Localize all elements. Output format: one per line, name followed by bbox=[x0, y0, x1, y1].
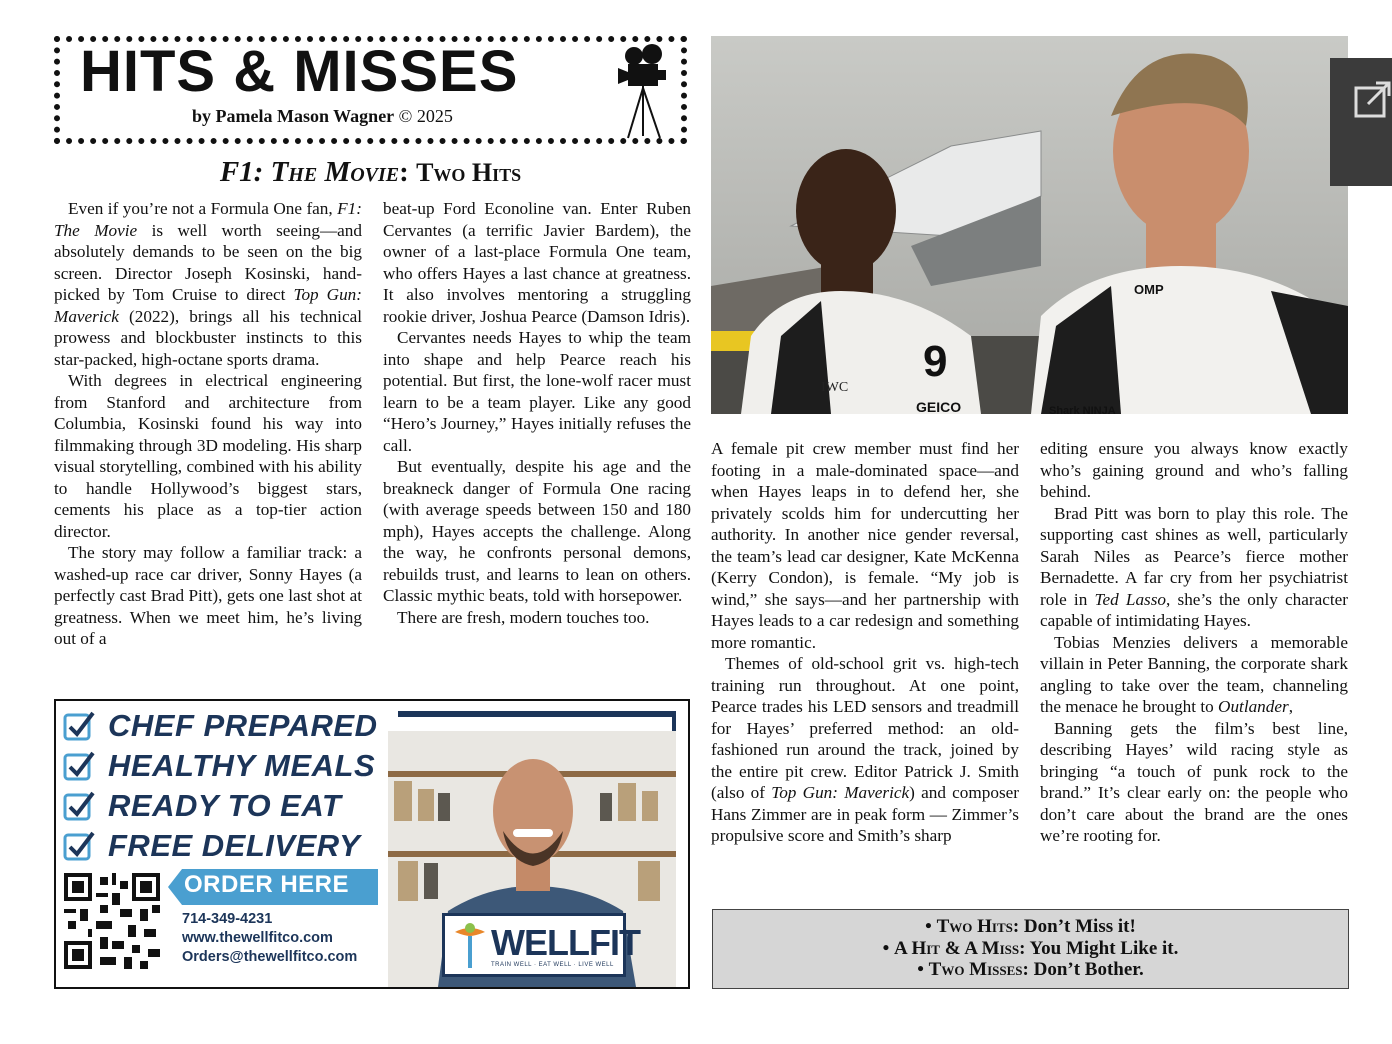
headline-colon: : bbox=[399, 156, 409, 188]
paragraph: But eventually, despite his age and the breakneck danger of Formula One racing (with average speeds between 150 and 180 mph), Hayes accepts the challenge. Along the way, he confronts personal demons, rebuilds trust, and learns to lean on others. Classic mythic beats, told with horsepower. bbox=[383, 457, 691, 605]
film-still-photo bbox=[711, 36, 1348, 414]
iwc-badge: IWC bbox=[821, 380, 849, 395]
article-column-4 bbox=[1040, 438, 1348, 847]
external-link-button[interactable] bbox=[1330, 58, 1392, 186]
ad-line bbox=[62, 787, 341, 825]
paragraph: A female pit crew member must find her footing in a male-dominated space—and when Hayes leaps in to defend her, she privately scolds him for undercutting her authority. In another nice gender reversal, the team’s lead car designer, Kate McKenna (Kerry Condon), is female. “My job is wind,” she says—and her partnership with Hayes leads to a car redesign and something more romantic. bbox=[711, 439, 1019, 652]
ad-line-text: FREE DELIVERY bbox=[108, 828, 361, 863]
rating-key-line: • Two Misses: Don’t Bother. bbox=[917, 959, 1144, 980]
ad-line-text: READY TO EAT bbox=[108, 788, 342, 823]
article-headline bbox=[54, 156, 687, 189]
ad-email[interactable]: Orders@thewellfitco.com bbox=[182, 949, 358, 965]
paragraph: Even if you’re not a Formula One fan, F1: The Movie is well worth seeing—and absolutely demands to be seen on the big screen. Director Joseph Kosinski, hand-picked by Tom Cruise to direct Top Gun: Maverick (2022), brings all his technical prowess and blockbuster instincts to this star-packed, high-octane sports drama. bbox=[54, 199, 362, 369]
paragraph: The story may follow a familiar track: a washed-up race car driver, Sonny Hayes (a perfectly cast Brad Pitt), gets one last shot at greatness. When we meet him, he’s living out of a bbox=[54, 543, 362, 648]
qr-code[interactable] bbox=[64, 873, 160, 969]
byline-prefix: by bbox=[192, 106, 216, 126]
rating-key-line: • A Hit & A Miss: You Might Like it. bbox=[882, 937, 1179, 959]
wellfit-logo bbox=[442, 913, 640, 977]
ad-phone[interactable]: 714-349-4231 bbox=[182, 911, 273, 927]
rating-key-box bbox=[712, 909, 1349, 989]
article-column-2 bbox=[383, 198, 691, 628]
paragraph: Brad Pitt was born to play this role. The supporting cast shines as well, particularly Sarah Niles as Pearce’s fierce mother Bernadette. A far cry from her psychiatrist role in Ted Lasso, she’s the only character capable of intimidating Hayes. bbox=[1040, 503, 1349, 630]
masthead bbox=[54, 36, 687, 144]
paragraph: Tobias Menzies delivers a memorable villain in Peter Banning, the corporate shark angling to take over the team, channeling the menace he brought to Outlander, bbox=[1040, 632, 1348, 716]
checkbox-icon bbox=[62, 789, 96, 823]
omp-badge: OMP bbox=[1134, 282, 1164, 297]
paragraph: With degrees in electrical engineering from Stanford and architecture from Columbia, Kosinski found his way into filmmaking through 3D modeling. His sharp visual storytelling, combined with his ability to handle Hollywood’s biggest stars, cements his place as a top-tier action director. bbox=[54, 371, 362, 541]
ad-line bbox=[62, 747, 375, 785]
masthead-title: HITS & MISSES bbox=[80, 39, 519, 104]
paragraph: Banning gets the film’s best line, describing Hayes’ wild racing style as bringing “a touch of punk rock to the brand.” It’s clear early on: the people who don’t care about the brand are the ones we’re rooting for. bbox=[1040, 718, 1348, 845]
wellfit-wordmark: WELLFIT bbox=[491, 922, 640, 963]
external-link-icon bbox=[1352, 80, 1392, 120]
headline-rating: Two Hits bbox=[416, 158, 522, 187]
ad-line-text: HEALTHY MEALS bbox=[108, 748, 376, 783]
ad-line bbox=[62, 707, 377, 745]
article-column-1 bbox=[54, 198, 362, 650]
paragraph: Cervantes needs Hayes to whip the team into shape and help Pearce reach his potential. But first, the lone-wolf racer must learn to be a team player. Like any good “Hero’s Journey,” Hayes initially refuses the call. bbox=[383, 328, 691, 455]
wellfit-tagline: TRAIN WELL · EAT WELL · LIVE WELL bbox=[491, 962, 614, 968]
checkbox-icon bbox=[62, 709, 96, 743]
movie-title: F1: The Movie bbox=[219, 156, 400, 188]
byline-author: Pamela Mason Wagner bbox=[215, 106, 395, 126]
wellfit-leaf-icon bbox=[453, 922, 487, 970]
sponsor-geico: GEICO bbox=[916, 399, 962, 414]
paragraph: Themes of old-school grit vs. high-tech training run throughout. At one point, Pearce trades his LED sensors and treadmill for Hayes’ preferred method: an old-fashioned run around the track, joined by the entire pit crew. Editor Patrick J. Smith (also of Top Gun: Maverick) and composer Hans Zimmer are in peak form — Zimmer’s propulsive score and Smith’s sharp bbox=[711, 654, 1019, 845]
article-column-3 bbox=[711, 438, 1019, 847]
movie-camera-icon bbox=[616, 44, 674, 140]
checkbox-icon bbox=[62, 829, 96, 863]
paragraph: editing ensure you always know exactly who’s gaining ground and who’s falling behind. bbox=[1040, 439, 1348, 501]
sponsor-shark: Shark NINJA bbox=[1049, 405, 1116, 414]
suit-number: 9 bbox=[923, 337, 948, 386]
rating-key-line: • Two Hits: Don’t Miss it! bbox=[925, 916, 1136, 937]
byline bbox=[192, 106, 453, 127]
ad-line bbox=[62, 827, 360, 865]
paragraph: beat-up Ford Econoline van. Enter Ruben Cervantes (a terrific Javier Bardem), the owner of a last-place Formula One team, who offers Hayes a last chance at greatness. It also involves mentoring a struggling rookie driver, Joshua Pearce (Damson Idris). bbox=[383, 199, 691, 326]
wellfit-advertisement[interactable] bbox=[54, 699, 690, 989]
order-here-label[interactable]: ORDER HERE bbox=[184, 871, 350, 898]
film-still-illustration bbox=[711, 36, 1348, 414]
ad-website[interactable]: www.thewellfitco.com bbox=[182, 930, 333, 946]
byline-copyright: © 2025 bbox=[394, 106, 453, 126]
checkbox-icon bbox=[62, 749, 96, 783]
ad-line-text: CHEF PREPARED bbox=[108, 708, 378, 743]
paragraph: There are fresh, modern touches too. bbox=[397, 607, 650, 627]
